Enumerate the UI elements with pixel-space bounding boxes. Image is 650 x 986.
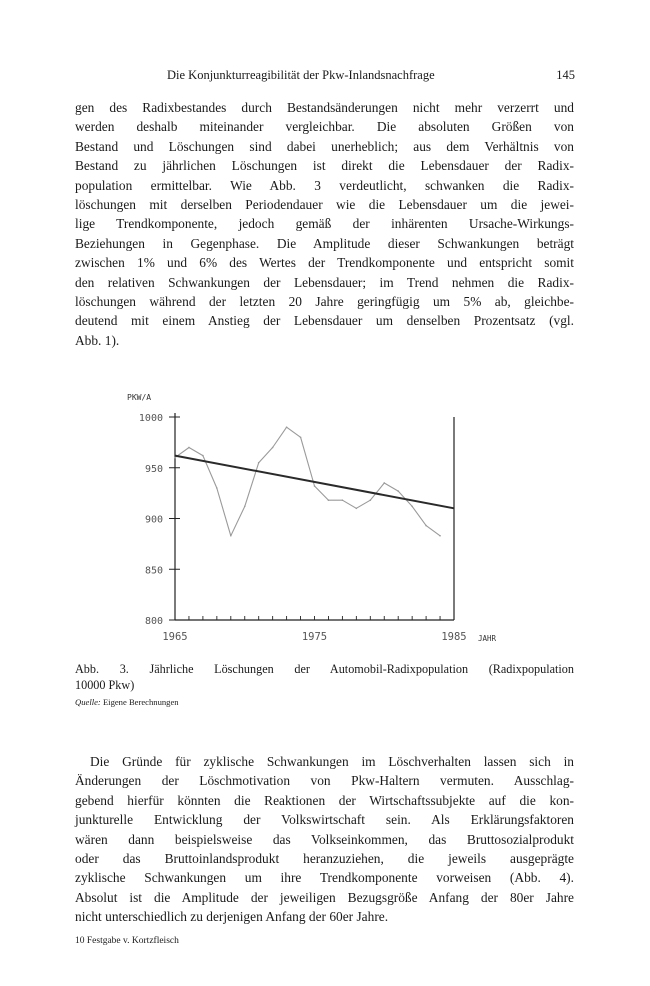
y-tick-label: 850 <box>144 565 163 577</box>
text-line: population ermittelbar. Wie Abb. 3 verdeutlicht, schwanken die Radix- <box>75 177 574 193</box>
y-tick-label: 800 <box>144 616 163 627</box>
data-point <box>230 535 232 537</box>
text-line: lige Trendkomponente, jedoch gemäß der inhärenten Ursache-Wirkungs- <box>75 216 574 232</box>
x-tick-label: 1985 <box>441 631 467 643</box>
running-head <box>75 68 575 86</box>
data-point <box>397 490 399 492</box>
body-paragraph-2 <box>75 752 574 927</box>
text-line: wären dann beispielsweise das Volkseinkommen, das Bruttosozialprodukt <box>75 831 574 847</box>
x-tick-label: 1975 <box>301 631 328 643</box>
text-line: nicht unterschiedlich zu derjenigen Anfang der 60er Jahre. <box>75 909 389 925</box>
y-axis-label: PKW/A <box>127 393 152 402</box>
text-line: Die Gründe für zyklische Schwankungen im Löschverhalten lassen sich in <box>90 754 574 769</box>
x-axis-label: JAHR <box>478 634 497 643</box>
data-point <box>174 457 176 459</box>
data-point <box>300 437 302 439</box>
text-line: junkturelle Entwicklung der Volkswirtschaft sein. Als Erklärungsfaktoren <box>75 812 574 828</box>
page-number: 145 <box>556 68 575 82</box>
figure-source <box>75 697 179 707</box>
data-point <box>356 508 358 510</box>
data-point <box>272 447 274 449</box>
data-point <box>370 499 372 501</box>
y-tick-label: 900 <box>144 514 163 526</box>
data-point <box>244 506 246 508</box>
data-point <box>342 499 344 501</box>
data-point <box>314 485 316 487</box>
text-line: gebend hierfür könnten die Reaktionen der Wirtschaftssubjekte auf die kon- <box>75 792 574 808</box>
data-point <box>383 482 385 484</box>
data-point <box>286 426 288 428</box>
figure-3-chart <box>118 392 518 654</box>
source-label: Quelle: <box>75 697 101 707</box>
text-line: Beziehungen in Gegenphase. Die Amplitude dieser Schwankungen beträgt <box>75 235 574 251</box>
data-point <box>202 455 204 457</box>
text-line: zwischen 1% und 6% des Wertes der Trendkomponente und entspricht somit <box>75 255 574 271</box>
data-point <box>439 535 441 537</box>
source-text: Eigene Berechnungen <box>102 697 179 707</box>
text-line: Abb. 1). <box>75 332 120 348</box>
text-line: Änderungen der Löschmotivation von Pkw-Haltern vermuten. Ausschlag- <box>75 773 574 789</box>
footer-signature: 10 Festgabe v. Kortzfleisch <box>75 936 179 946</box>
data-point <box>188 447 190 449</box>
data-point <box>258 462 260 464</box>
data-point <box>425 525 427 527</box>
y-tick-label: 1000 <box>138 413 163 424</box>
text-line: Absolut ist die Amplitude der jeweiligen Bezugsgröße Anfang der 80er Jahre <box>75 889 574 905</box>
data-point <box>328 499 330 501</box>
y-tick-label: 950 <box>144 463 163 475</box>
text-line: deutend mit einem Anstieg der Lebensdauer um denselben Prozentsatz (vgl. <box>75 313 574 329</box>
text-line: oder das Bruttoinlandsprodukt heranzuziehen, die jeweils ausgeprägte <box>75 850 574 866</box>
text-line: löschungen während der letzten 20 Jahre geringfügig um 5% ab, gleichbe- <box>75 293 574 309</box>
data-point <box>411 506 413 508</box>
running-head-title: Die Konjunkturreagibilität der Pkw-Inlandsnachfrage <box>167 68 435 82</box>
x-tick-label: 1965 <box>162 631 188 643</box>
text-line: werden deshalb miteinander vergleichbar. Die absoluten Größen von <box>75 119 574 135</box>
figure-caption <box>75 661 574 693</box>
caption-line: Abb. 3. Jährliche Löschungen der Automobil-Radixpopulation (Radixpopulation <box>75 662 574 676</box>
text-line: den relativen Schwankungen der Lebensdauer; im Trend nehmen die Radix- <box>75 274 574 290</box>
text-line: Bestand zu jährlichen Löschungen ist direkt die Lebensdauer der Radix- <box>75 158 574 174</box>
text-line: zyklische Schwankungen um ihre Trendkomponente vorweisen (Abb. 4). <box>75 870 574 886</box>
data-point <box>216 487 218 489</box>
line-chart <box>118 392 518 654</box>
text-line: löschungen mit derselben Periodendauer wie die Lebensdauer um die jewei- <box>75 196 574 212</box>
text-line: Bestand und Löschungen sind dabei unerheblich; aus dem Verhältnis von <box>75 138 574 154</box>
body-paragraph-1 <box>75 98 574 350</box>
caption-line: 10000 Pkw) <box>75 678 135 692</box>
series-line-trend <box>175 456 454 509</box>
text-line: gen des Radixbestandes durch Bestandsänderungen nicht mehr verzerrt und <box>75 100 574 115</box>
